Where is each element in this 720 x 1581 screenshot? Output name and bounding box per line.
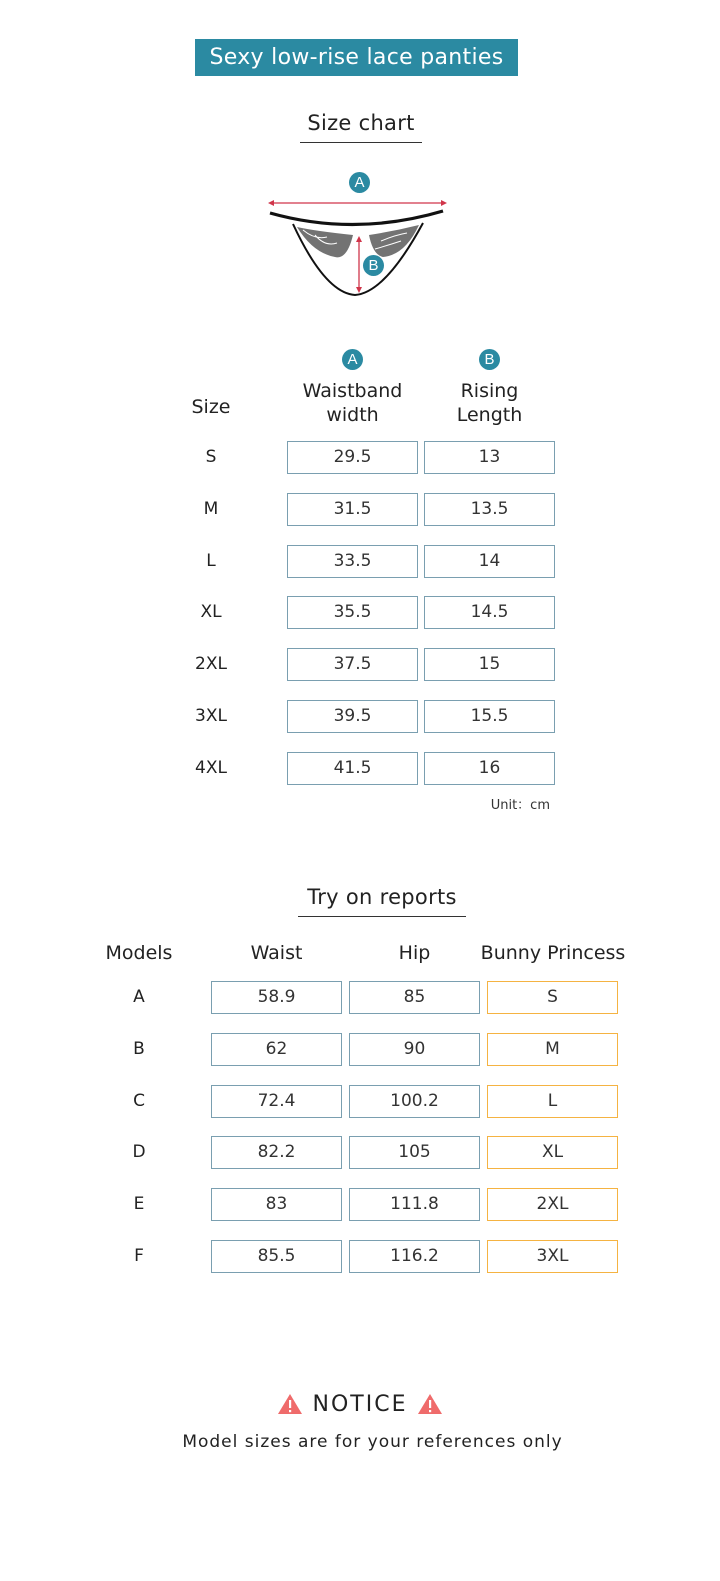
- notice-label: NOTICE: [312, 1391, 408, 1417]
- column-badge-a: A: [342, 349, 363, 370]
- size-cell-waistband: 29.5: [287, 441, 418, 474]
- size-cell-waistband: 33.5: [287, 545, 418, 578]
- try-on-cell-waist: 83: [211, 1188, 342, 1221]
- size-cell-waistband: 37.5: [287, 648, 418, 681]
- size-cell-rising: 16: [424, 752, 555, 785]
- warning-triangle-icon: [277, 1393, 303, 1415]
- try-on-cell-size: 3XL: [487, 1240, 618, 1273]
- diagram-badge-b: B: [363, 255, 384, 276]
- try-on-cell-waist: 82.2: [211, 1136, 342, 1169]
- waist-column-header: Waist: [250, 942, 303, 964]
- size-cell-rising: 15: [424, 648, 555, 681]
- try-on-cell-size: XL: [487, 1136, 618, 1169]
- size-row-label: 2XL: [195, 654, 227, 675]
- size-row-label: L: [206, 550, 216, 571]
- waistband-header-line1: Waistband: [302, 380, 403, 402]
- waistband-column-header: [287, 379, 418, 427]
- size-cell-rising: 13.5: [424, 493, 555, 526]
- model-row-label: D: [132, 1142, 146, 1163]
- waistband-header-line2: width: [326, 404, 379, 426]
- size-cell-rising: 15.5: [424, 700, 555, 733]
- try-on-cell-hip: 111.8: [349, 1188, 480, 1221]
- try-on-cell-size: S: [487, 981, 618, 1014]
- size-cell-waistband: 41.5: [287, 752, 418, 785]
- size-cell-rising: 13: [424, 441, 555, 474]
- size-cell-waistband: 39.5: [287, 700, 418, 733]
- size-row-label: XL: [200, 602, 222, 623]
- notice-banner: [240, 1388, 480, 1420]
- model-row-label: A: [133, 987, 145, 1007]
- model-row-label: F: [134, 1246, 144, 1266]
- try-on-cell-size: L: [487, 1085, 618, 1118]
- try-on-cell-waist: 58.9: [211, 981, 342, 1014]
- try-on-cell-waist: 62: [211, 1033, 342, 1066]
- rising-header-line2: Length: [456, 404, 523, 426]
- model-row-label: E: [133, 1194, 145, 1215]
- size-row-label: S: [205, 447, 217, 467]
- diagram-badge-a: A: [349, 172, 370, 193]
- try-on-cell-waist: 85.5: [211, 1240, 342, 1273]
- hip-column-header: Hip: [398, 942, 431, 964]
- try-on-cell-hip: 105: [349, 1136, 480, 1169]
- model-row-label: C: [133, 1090, 145, 1111]
- size-cell-waistband: 31.5: [287, 493, 418, 526]
- try-on-cell-size: M: [487, 1033, 618, 1066]
- size-row-label: 3XL: [195, 706, 227, 726]
- try-on-cell-hip: 85: [349, 981, 480, 1014]
- try-on-cell-hip: 116.2: [349, 1240, 480, 1273]
- rising-column-header: [424, 379, 555, 427]
- warning-triangle-icon: [417, 1393, 443, 1415]
- models-column-header: Models: [105, 942, 173, 964]
- notice-text: Model sizes are for your references only: [182, 1432, 563, 1452]
- try-on-cell-waist: 72.4: [211, 1085, 342, 1118]
- column-badge-b: B: [479, 349, 500, 370]
- size-row-label: 4XL: [195, 757, 227, 778]
- size-chart-heading: Size chart: [300, 111, 422, 143]
- try-on-cell-size: 2XL: [487, 1188, 618, 1221]
- try-on-cell-hip: 90: [349, 1033, 480, 1066]
- page-title: Sexy low-rise lace panties: [195, 39, 518, 76]
- rising-header-line1: Rising: [460, 380, 519, 402]
- size-column-header: Size: [191, 396, 231, 418]
- size-cell-rising: 14: [424, 545, 555, 578]
- model-row-label: B: [133, 1038, 145, 1059]
- try-on-heading: Try on reports: [298, 885, 466, 917]
- size-cell-waistband: 35.5: [287, 596, 418, 629]
- bunny-princess-column-header: Bunny Princess: [480, 942, 626, 964]
- unit-label: Unit：cm: [490, 798, 550, 813]
- try-on-cell-hip: 100.2: [349, 1085, 480, 1118]
- size-cell-rising: 14.5: [424, 596, 555, 629]
- size-row-label: M: [203, 498, 219, 519]
